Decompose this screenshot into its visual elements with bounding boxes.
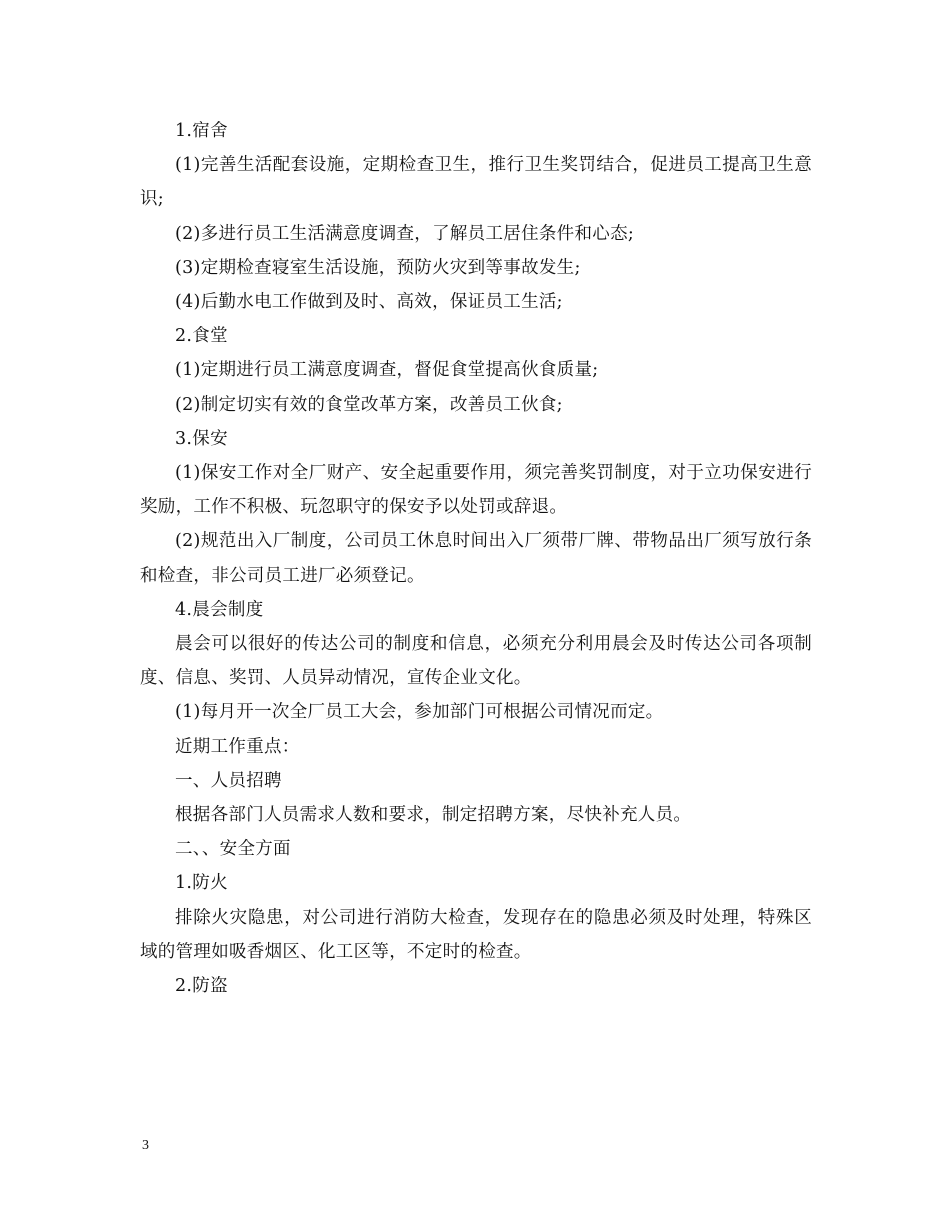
paragraph: (2)规范出入厂制度，公司员工休息时间出入厂须带厂牌、带物品出厂须写放行条和检查，非公司员工进厂必须登记。 bbox=[140, 531, 812, 586]
heading-theft-prevention: 2.防盗 bbox=[175, 976, 228, 997]
heading-dormitory: 1.宿舍 bbox=[175, 121, 228, 141]
paragraph: 根据各部门人员需求人数和要求，制定招聘方案，尽快补充人员。 bbox=[175, 805, 692, 826]
heading-recruitment: 一、人员招聘 bbox=[175, 770, 282, 791]
paragraph: 排除火灾隐患，对公司进行消防大检查，发现存在的隐患必须及时处理，特殊区域的管理如吸香烟区、化工区等，不定时的检查。 bbox=[140, 907, 812, 962]
paragraph: (4)后勤水电工作做到及时、高效，保证员工生活; bbox=[175, 292, 563, 313]
paragraph: 晨会可以很好的传达公司的制度和信息，必须充分利用晨会及时传达公司各项制度、信息、奖罚、人员异动情况，宣传企业文化。 bbox=[140, 634, 812, 689]
heading-canteen: 2.食堂 bbox=[175, 326, 228, 347]
heading-fire-prevention: 1.防火 bbox=[175, 873, 228, 894]
paragraph: (3)定期检查寝室生活设施，预防火灾到等事故发生; bbox=[175, 257, 581, 278]
document-body bbox=[140, 114, 812, 1003]
heading-morning-meeting: 4.晨会制度 bbox=[175, 599, 264, 620]
paragraph: (1)保安工作对全厂财产、安全起重要作用，须完善奖罚制度，对于立功保安进行奖励，工作不积极、玩忽职守的保安予以处罚或辞退。 bbox=[140, 463, 812, 518]
page-number: 3 bbox=[142, 1138, 149, 1153]
heading-security: 3.保安 bbox=[175, 428, 228, 449]
heading-recent-focus: 近期工作重点： bbox=[175, 736, 300, 757]
heading-safety: 二、、安全方面 bbox=[175, 839, 291, 860]
paragraph: (2)制定切实有效的食堂改革方案，改善员工伙食; bbox=[175, 394, 563, 415]
paragraph: (2)多进行员工生活满意度调查，了解员工居住条件和心态; bbox=[175, 223, 635, 244]
paragraph: (1)定期进行员工满意度调查，督促食堂提高伙食质量; bbox=[175, 360, 599, 381]
paragraph: (1)完善生活配套设施，定期检查卫生，推行卫生奖罚结合，促进员工提高卫生意识; bbox=[140, 155, 812, 210]
paragraph: (1)每月开一次全厂员工大会，参加部门可根据公司情况而定。 bbox=[175, 702, 664, 723]
